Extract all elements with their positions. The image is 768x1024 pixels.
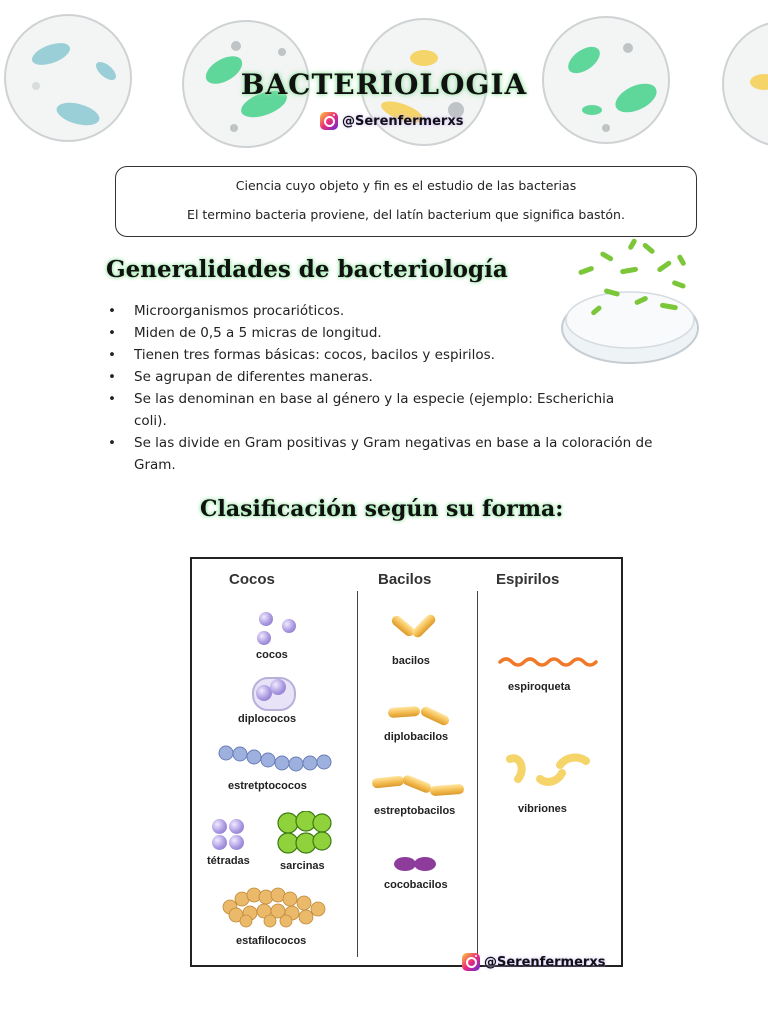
list-item: • Microorganismos procarióticos.: [108, 300, 668, 322]
list-item: • Se las denominan en base al género y la especie (ejemplo: Escherichia coli).: [108, 388, 644, 432]
label-estreptococos: estretptococos: [228, 780, 307, 792]
generalidades-list: [108, 300, 668, 476]
label-cocos: cocos: [256, 649, 288, 661]
label-cocobacilos: cocobacilos: [384, 879, 448, 891]
label-estreptobacilos: estreptobacilos: [374, 805, 456, 817]
bacilo-shape: [388, 706, 421, 718]
vibriones-shape: [504, 751, 594, 791]
handle-text: @Serenfermerxs: [484, 954, 606, 970]
cocobacilo-shape: [394, 857, 416, 871]
classification-figure: [190, 557, 623, 967]
coco-shape: [212, 819, 227, 834]
espiroqueta-shape: [498, 655, 602, 669]
bacilo-shape: [411, 613, 438, 640]
label-espiroqueta: espiroqueta: [508, 681, 571, 693]
definition-line-1: Ciencia cuyo objeto y fin es el estudio de las bacterias: [235, 178, 577, 193]
list-item: • Se las divide en Gram positivas y Gram negativas en base a la coloración de Gram.: [108, 432, 654, 476]
cocobacilo-shape: [414, 857, 436, 871]
instagram-icon: [320, 112, 338, 130]
generalidades-heading: Generalidades de bacteriología: [106, 256, 508, 283]
label-diplococos: diplococos: [238, 713, 297, 725]
label-estafilococos: estafilococos: [236, 935, 307, 947]
column-header-cocos: Cocos: [229, 571, 275, 588]
bacilo-shape: [401, 774, 433, 795]
handle-text: @Serenfermerxs: [342, 113, 464, 129]
coco-shape: [229, 835, 244, 850]
estafilococos-shape: [220, 885, 332, 929]
instagram-icon: [462, 953, 480, 971]
estreptococos-shape: [218, 743, 334, 775]
column-divider: [357, 591, 358, 957]
page-title: BACTERIOLOGIA: [240, 68, 528, 101]
coco-shape: [257, 631, 271, 645]
bacilo-shape: [419, 705, 450, 727]
coco-shape: [259, 612, 273, 626]
list-item: • Tienen tres formas básicas: cocos, bacilos y espirilos.: [108, 344, 668, 366]
coco-shape: [212, 835, 227, 850]
coco-shape: [270, 679, 286, 695]
instagram-handle[interactable]: [320, 112, 463, 130]
column-header-espirilos: Espirilos: [496, 571, 560, 588]
label-diplobacilos: diplobacilos: [384, 731, 449, 743]
label-sarcinas: sarcinas: [280, 860, 325, 872]
label-vibriones: vibriones: [518, 803, 567, 815]
coco-shape: [229, 819, 244, 834]
column-divider: [477, 591, 478, 957]
clasificacion-heading: Clasificación según su forma:: [200, 496, 564, 522]
coco-shape: [282, 619, 296, 633]
list-item: • Se agrupan de diferentes maneras.: [108, 366, 668, 388]
label-tetradas: tétradas: [207, 855, 250, 867]
bacilo-shape: [372, 775, 405, 788]
sarcinas-shape: [276, 811, 332, 855]
instagram-handle-footer[interactable]: [462, 953, 605, 971]
definition-box: [115, 166, 697, 237]
definition-line-2: El termino bacteria proviene, del latín bacterium que significa bastón.: [187, 207, 625, 222]
list-item: • Miden de 0,5 a 5 micras de longitud.: [108, 322, 668, 344]
label-bacilos: bacilos: [392, 655, 430, 667]
bacilo-shape: [430, 784, 465, 796]
column-header-bacilos: Bacilos: [378, 571, 432, 588]
